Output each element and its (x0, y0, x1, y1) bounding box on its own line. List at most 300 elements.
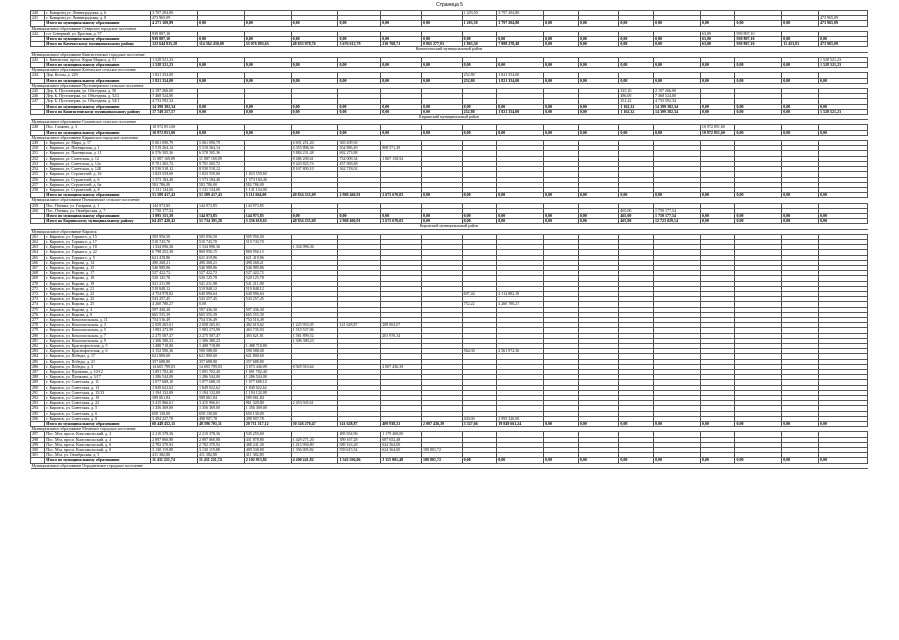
value-cell: 546 989,86 (197, 265, 244, 270)
value-cell: 0,00 (244, 63, 291, 68)
value-cell: 0,00 (338, 213, 381, 218)
value-cell: 1 573 184,40 (151, 177, 198, 182)
value-cell: 0,00 (578, 78, 619, 83)
row-number-cell: 263 (31, 245, 45, 250)
value-cell: 0,00 (700, 78, 735, 83)
value-cell: 2 897 860,88 (151, 437, 198, 442)
value-cell: 6 576 505,36 (151, 151, 198, 156)
row-number-cell: 245 (31, 89, 45, 94)
value-cell: 486,00 (619, 94, 654, 99)
value-cell: 14 399 382,34 (151, 104, 198, 109)
value-cell: 0,00 (782, 219, 819, 224)
value-cell: 520 125,78 (197, 276, 244, 281)
value-cell: 357 688,80 (197, 359, 244, 364)
address-cell: г. Кировск, ул. Краснофлотская, д. 6 (45, 349, 151, 354)
value-cell: 1 306 380,23 (151, 338, 198, 343)
value-cell: 9 243 825,74 (291, 161, 338, 166)
value-cell: 1 131 134,00 (244, 187, 291, 192)
value-cell: 498 907,78 (244, 416, 291, 421)
value-cell: 201 976,14 (381, 333, 422, 338)
value-cell: 0,00 (735, 130, 782, 135)
value-cell: 1 823 559,60 (197, 172, 244, 177)
value-cell: 3 130 119,88 (197, 448, 244, 453)
value-cell: 3 115 801,48 (381, 458, 422, 463)
value-cell: 14 605 799,03 (197, 364, 244, 369)
value-cell: 0,00 (818, 130, 867, 135)
value-cell: 0,00 (544, 130, 579, 135)
value-cell: 1 356 369,00 (151, 406, 198, 411)
value-cell: 0,00 (544, 63, 579, 68)
value-cell: 541 211,98 (197, 281, 244, 286)
value-cell: 473 965,09 (818, 42, 867, 47)
value-cell: 411 382,80 (151, 453, 198, 458)
value-cell: 1 821 354,00 (151, 78, 198, 83)
value-cell: 1 356 005,82 (291, 448, 338, 453)
value-cell: 4 271 169,89 (151, 21, 198, 26)
row-number-cell: 293 (31, 401, 45, 406)
value-cell: 0,00 (421, 21, 462, 26)
value-cell: 692 273,88 (338, 151, 381, 156)
address-cell: Итого по муниципальному образованию (45, 63, 151, 68)
value-cell: 589 061,84 (244, 396, 291, 401)
address-cell: г. Кировск, ул. Пушкина, д. 10/12 (45, 370, 151, 375)
value-cell: 939 807,10 (151, 37, 198, 42)
value-cell: 488 241,30 (244, 442, 291, 447)
value-cell: 1 286 544,00 (151, 375, 198, 380)
value-cell: 68 448 452,15 (151, 422, 198, 427)
row-number-cell: 284 (31, 354, 45, 359)
row-number-cell: 248 (31, 125, 45, 130)
row-number-cell: 253 (31, 161, 45, 166)
value-cell: 389 163,28 (338, 442, 381, 447)
value-cell: 40 834 235,69 (291, 219, 338, 224)
value-cell: 0,00 (700, 213, 735, 218)
value-cell: 1 750 177,54 (654, 208, 701, 213)
address-cell: г. Кириши, ул. Строителей, д. 8 (45, 187, 151, 192)
row-number-cell: 281 (31, 338, 45, 343)
address-cell: г. Кировск, ул. Кирова, д. 4 (45, 307, 151, 312)
row-number-cell: 241 (31, 16, 45, 21)
value-cell: 252,80 (462, 109, 497, 114)
value-cell: 2 675 670,03 (381, 219, 422, 224)
value-cell: 0,00 (421, 130, 462, 135)
row-number-cell: 247 (31, 99, 45, 104)
value-cell: 1 131 134,00 (151, 187, 198, 192)
value-cell: 0,00 (291, 21, 338, 26)
row-number-cell: 273 (31, 297, 45, 302)
address-cell: г.п. Северный, ул. Красная, д. 57 (45, 31, 151, 36)
address-cell: г. Кировск, ул. Советская, д. 6 (45, 411, 151, 416)
value-cell: 0,00 (619, 78, 654, 83)
value-cell: 0,00 (578, 21, 619, 26)
address-cell: Итого по муниципальному образованию (45, 213, 151, 218)
row-number-cell: 272 (31, 291, 45, 296)
row-number-cell: 249 (31, 141, 45, 146)
value-cell: 7 888 278,48 (497, 42, 544, 47)
row-number-cell: 296 (31, 416, 45, 421)
section-title: Муниципальное образование Северское городское поселение (31, 26, 868, 31)
address-cell: Итого по Киришскому муниципальному району (45, 219, 151, 224)
value-cell: 0,00 (381, 213, 422, 218)
value-cell: 546 989,86 (151, 265, 198, 270)
row-number-cell: 246 (31, 94, 45, 99)
value-cell: 665 555,39 (151, 312, 198, 317)
value-cell: 0,00 (462, 37, 497, 42)
value-cell: 1 573 184,40 (244, 177, 291, 182)
row-number-cell: 271 (31, 286, 45, 291)
value-cell: 1 528 521,23 (151, 57, 198, 62)
value-cell: 0,00 (244, 78, 291, 83)
value-cell: 357 688,80 (244, 359, 291, 364)
value-cell: 0,00 (818, 37, 867, 42)
value-cell: 0,00 (619, 37, 654, 42)
value-cell: 687 652,48 (381, 437, 422, 442)
row-number-cell: 283 (31, 349, 45, 354)
address-cell: г. Кировск, ул. Комсомольская, д. 9 (45, 338, 151, 343)
value-cell: 4 260 780,27 (151, 302, 198, 307)
value-cell: 0,00 (735, 21, 782, 26)
value-cell: 665 555,39 (197, 312, 244, 317)
value-cell: 505 956,50 (244, 234, 291, 239)
value-cell: 0,00 (735, 213, 782, 218)
value-cell: 754 516,49 (197, 317, 244, 322)
value-cell: 3 494 227,78 (151, 416, 198, 421)
value-cell: 939 807,10 (735, 31, 782, 36)
value-cell: 141 628,87 (338, 323, 381, 328)
address-cell: г. Кировск, ул. Кирова, д. 18 (45, 276, 151, 281)
value-cell: 961 320,80 (244, 401, 291, 406)
value-cell: 0,00 (619, 42, 654, 47)
value-cell: 1 528 521,23 (818, 109, 867, 114)
address-cell: г. Камарзец ул. Ленинградская, д. 8 (45, 16, 151, 21)
row-number-cell: 265 (31, 255, 45, 260)
value-cell: 63,00 (700, 37, 735, 42)
value-cell: 430,00 (462, 416, 497, 421)
value-cell: 0,00 (244, 109, 291, 114)
address-cell: г. Кировск, ул. Победы, д. 21 (45, 359, 151, 364)
row-number-cell: 254 (31, 167, 45, 172)
row-number-cell: 270 (31, 281, 45, 286)
value-cell: 0,00 (421, 193, 462, 198)
value-cell: 0,00 (782, 109, 819, 114)
value-cell: 582 786,00 (151, 182, 198, 187)
value-cell: 0,00 (244, 130, 291, 135)
address-cell: Итого по муниципальному образованию (45, 193, 151, 198)
value-cell: 0,00 (421, 219, 462, 224)
address-cell: г. Кировск, ул. Кирова, д. 14 (45, 260, 151, 265)
address-cell: г. Кировск, ул. Горького, д. 18 (45, 245, 151, 250)
value-cell: 0,00 (700, 193, 735, 198)
value-cell: 2 968 466,91 (338, 193, 381, 198)
value-cell: 564,30 (462, 349, 497, 354)
value-cell: 1 821 354,00 (151, 73, 198, 78)
value-cell: 0,00 (619, 63, 654, 68)
value-cell: 180 801,72 (421, 458, 462, 463)
value-cell: 4 691 251,20 (291, 141, 338, 146)
value-cell: 0,00 (700, 422, 735, 427)
address-cell: г. Кировск, ул. Победы, д. 17 (45, 354, 151, 359)
value-cell: 0,00 (544, 21, 579, 26)
value-cell: 0,00 (497, 63, 544, 68)
value-cell: 0,00 (544, 42, 579, 47)
value-cell: 4 733 592,34 (151, 99, 198, 104)
row-number-cell: 240 (31, 11, 45, 16)
value-cell: 869 956,15 (197, 250, 244, 255)
value-cell: 1 091 702,40 (197, 370, 244, 375)
address-cell: Дер. Б. Пустомержа, ул. Объездная, д. 52/2 (45, 94, 151, 99)
address-cell: Пос. Пчевжа, ул. Гагарина, д. 1 (45, 203, 151, 208)
row-number-cell: 262 (31, 239, 45, 244)
row-number-cell: 252 (31, 156, 45, 161)
row-number-cell: 289 (31, 380, 45, 385)
value-cell: 2 007 436,39 (381, 364, 422, 369)
value-cell: 389 167,28 (338, 437, 381, 442)
address-cell: Пос. Мга, просп. Комсомольский, д. 2 (45, 432, 151, 437)
row-number-cell: 278 (31, 323, 45, 328)
value-cell: 1 528 521,23 (818, 63, 867, 68)
value-cell: 0,00 (700, 104, 735, 109)
value-cell: 1 821 354,00 (497, 78, 544, 83)
value-cell: 498 907,78 (197, 416, 244, 421)
address-cell: г. Кировск, ул. Советская, д. 19 (45, 396, 151, 401)
value-cell: 0,00 (291, 78, 338, 83)
value-cell: 1 413 994,80 (291, 442, 338, 447)
value-cell: 589 061,84 (197, 396, 244, 401)
value-cell: 2 275 507,47 (151, 333, 198, 338)
value-cell: 5 519 264,14 (197, 146, 244, 151)
value-cell: 473 965,09 (151, 16, 198, 21)
row-number-cell: 256 (31, 177, 45, 182)
value-cell: 2 210 378,36 (151, 432, 198, 437)
section-title: Муниципальное образование Кировск (31, 229, 868, 234)
value-cell: 1 091 702,40 (244, 370, 291, 375)
value-cell: 1 750 177,54 (654, 213, 701, 218)
value-cell: 1 528 521,23 (818, 57, 867, 62)
value-cell: 0,00 (544, 422, 579, 427)
value-cell: 0,00 (291, 63, 338, 68)
value-cell: 0,00 (619, 422, 654, 427)
address-cell: Итого по муниципальному образованию (45, 104, 151, 109)
value-cell: 9 701 265,72 (197, 161, 244, 166)
value-cell: 51 734 391,28 (197, 219, 244, 224)
value-cell: 650 130,00 (197, 411, 244, 416)
value-cell: 411 382,80 (197, 453, 244, 458)
value-cell: 0,00 (421, 78, 462, 83)
address-cell: г. Кировск, ул. Горького, д. 22 (45, 250, 151, 255)
value-cell: 2 782 370,92 (151, 442, 198, 447)
address-cell: г. Кириши, ул. Советская, д. 12Б (45, 167, 151, 172)
value-cell: 543 257,45 (244, 297, 291, 302)
value-cell: 0,00 (197, 63, 244, 68)
row-number-cell: 267 (31, 265, 45, 270)
address-cell: Итого по муниципальному образованию (45, 130, 151, 135)
address-cell: Итого по муниципальному образованию (45, 422, 151, 427)
value-cell: 0,00 (381, 130, 422, 135)
district-title: Киришский муниципальный район (31, 115, 868, 120)
value-cell: 621 800,60 (151, 354, 198, 359)
address-cell: Дер. Б. Пустомержа, ул. Объездная, д. 54/1 (45, 99, 151, 104)
value-cell: 2 058 265,01 (151, 323, 198, 328)
value-cell: 10 972 851,60 (700, 125, 735, 130)
value-cell: 621 419,86 (151, 255, 198, 260)
value-cell: 0,00 (654, 21, 701, 26)
value-cell: 482 619,62 (244, 323, 291, 328)
value-cell: 0,00 (544, 104, 579, 109)
value-cell: 1 849 022,62 (151, 385, 198, 390)
value-cell: 734 009,34 (338, 156, 381, 161)
value-cell: 10 972 851,60 (700, 130, 735, 135)
value-cell: 597 436,30 (244, 307, 291, 312)
value-cell: 0,00 (338, 63, 381, 68)
value-cell: 5 884 231,48 (291, 151, 338, 156)
value-cell: 11 087 169,09 (151, 156, 198, 161)
value-cell: 582 786,00 (197, 182, 244, 187)
value-cell: 0,00 (244, 37, 291, 42)
value-cell: 465,00 (619, 208, 654, 213)
value-cell: 2 058 265,01 (197, 323, 244, 328)
value-cell: 1 573 184,40 (197, 177, 244, 182)
value-cell: 3 130 119,88 (151, 448, 198, 453)
value-cell: 2 210 378,36 (197, 432, 244, 437)
value-cell: 624 364,00 (381, 448, 422, 453)
value-cell: 48 033 878,76 (291, 42, 338, 47)
value-cell: 697,44 (462, 291, 497, 296)
value-cell: 0,00 (462, 193, 497, 198)
value-cell: 1 488 718,80 (244, 344, 291, 349)
page-title: Страница 5 (436, 2, 463, 8)
value-cell: 2 995 320,00 (497, 416, 544, 421)
value-cell: 465,00 (619, 213, 654, 218)
value-cell: 0,00 (462, 130, 497, 135)
value-cell: 5 256 618,65 (244, 219, 291, 224)
value-cell: 0,00 (818, 104, 867, 109)
value-cell: 0,00 (700, 21, 735, 26)
value-cell: 0,00 (197, 104, 244, 109)
row-number-cell: 264 (31, 250, 45, 255)
value-cell: 624 364,00 (381, 442, 422, 447)
value-cell: 0,00 (578, 63, 619, 68)
value-cell: 40 834 235,69 (291, 193, 338, 198)
value-cell: 1 429 271,20 (291, 437, 338, 442)
value-cell: 0,00 (782, 213, 819, 218)
value-cell: 939 807,10 (735, 42, 782, 47)
value-cell: 0,00 (197, 302, 244, 307)
address-cell: г. Кириши, ул. Строителей, д. 6 (45, 177, 151, 182)
value-cell: 0,00 (381, 21, 422, 26)
value-cell: 4 200 241,82 (291, 458, 338, 463)
value-cell: 0,00 (462, 219, 497, 224)
value-cell: 545 255,60 (244, 432, 291, 437)
value-cell: 3 415 966,61 (151, 401, 198, 406)
value-cell: 463 735,93 (244, 328, 291, 333)
row-number-cell: 279 (31, 328, 45, 333)
section-title: Муниципальное образование Глажевское сельское поселение (31, 120, 868, 125)
row-number-cell: 269 (31, 276, 45, 281)
address-cell: Дер. Б. Пустомержа, ул. Объездная, д. 50 (45, 89, 151, 94)
row-number-cell: 301 (31, 453, 45, 458)
value-cell: 0,00 (544, 193, 579, 198)
value-cell: 0,00 (544, 37, 579, 42)
row-number-cell: 261 (31, 234, 45, 239)
address-cell: г. Кировск, ул. Советская, д. 15/13 (45, 390, 151, 395)
value-cell: 0,00 (497, 213, 544, 218)
value-cell: 621 800,60 (244, 354, 291, 359)
address-cell: г. Кириши, ул. Строителей, д. 16 (45, 172, 151, 177)
value-cell: 0,00 (818, 78, 867, 83)
value-cell: 519 848,12 (244, 286, 291, 291)
value-cell: 48 596 701,11 (197, 422, 244, 427)
value-cell: 597 436,30 (197, 307, 244, 312)
value-cell: 11 087 169,09 (197, 156, 244, 161)
value-cell: 0,00 (735, 193, 782, 198)
value-cell: 7 468 524,00 (654, 94, 701, 99)
value-cell: 8 486 200,61 (291, 156, 338, 161)
value-cell: 19 849 661,24 (497, 422, 544, 427)
value-cell: 351,22 (619, 99, 654, 104)
value-cell: 0,00 (338, 21, 381, 26)
value-cell: 1 179 468,00 (381, 432, 422, 437)
value-cell: 0,00 (782, 104, 819, 109)
address-cell: Пос. Мга, просп. Комсомольский, д. 4 (45, 437, 151, 442)
address-cell: г. Камарзец ул. Ленинградская, д. 6 (45, 11, 151, 16)
row-number-cell: 295 (31, 411, 45, 416)
value-cell: 465,00 (619, 219, 654, 224)
row-number-cell: 290 (31, 385, 45, 390)
value-cell: 1 581 899,52 (291, 333, 338, 338)
value-cell: 3 152 580,36 (151, 349, 198, 354)
value-cell: 510 743,70 (197, 239, 244, 244)
row-number-cell: 287 (31, 370, 45, 375)
value-cell: 8 865 277,03 (421, 42, 462, 47)
value-cell: 20 711 517,12 (244, 422, 291, 427)
value-cell: 53 076 893,63 (244, 42, 291, 47)
value-cell: 493 621,81 (244, 333, 291, 338)
value-cell: 0,00 (291, 109, 338, 114)
section-title: Муниципальное образование Киришское городское поселение (31, 135, 868, 140)
address-cell: г. Кировск, ул. Советская, д. 8 (45, 416, 151, 421)
row-number-cell: 288 (31, 375, 45, 380)
value-cell: 1 203,50 (462, 11, 497, 16)
value-cell: 0,00 (497, 193, 544, 198)
row-number-cell: 257 (31, 182, 45, 187)
value-cell: 0,00 (578, 42, 619, 47)
address-cell: Пос. Мга, просп. Комсомольский, д. 8 (45, 448, 151, 453)
address-cell: г. Кировск, ул. Горького, д. 5 (45, 255, 151, 260)
value-cell: 1 867 158,94 (381, 156, 422, 161)
address-cell: г. Кириши, ул. Советская, д. 12 (45, 156, 151, 161)
value-cell: 1 849 022,62 (244, 385, 291, 390)
value-cell: 0,00 (197, 21, 244, 26)
value-cell: 0,00 (735, 109, 782, 114)
value-cell: 0,00 (654, 42, 701, 47)
value-cell: 0,00 (197, 78, 244, 83)
value-cell: 0,00 (654, 422, 701, 427)
address-cell: г. Кировск, ул. Комсомольская, д. 5 (45, 328, 151, 333)
row-number-cell: 250 (31, 146, 45, 151)
value-cell: 490 268,21 (151, 260, 198, 265)
address-cell: Итого по муниципальному образованию (45, 458, 151, 463)
address-cell: Итого по Камчатскому муниципальному району (45, 42, 151, 47)
value-cell: 640 096,64 (197, 291, 244, 296)
value-cell: 3 676 612,79 (338, 42, 381, 47)
value-cell: 3 707 204,80 (151, 11, 198, 16)
row-number-cell: 297 (31, 432, 45, 437)
value-cell: 14 399 382,34 (654, 109, 701, 114)
value-cell: 1 543 594,06 (338, 458, 381, 463)
address-cell: г. Кириши, ул. Пионерская, д. 1 (45, 146, 151, 151)
value-cell: 1 821 354,00 (497, 109, 544, 114)
value-cell: 6 578 505,36 (197, 151, 244, 156)
